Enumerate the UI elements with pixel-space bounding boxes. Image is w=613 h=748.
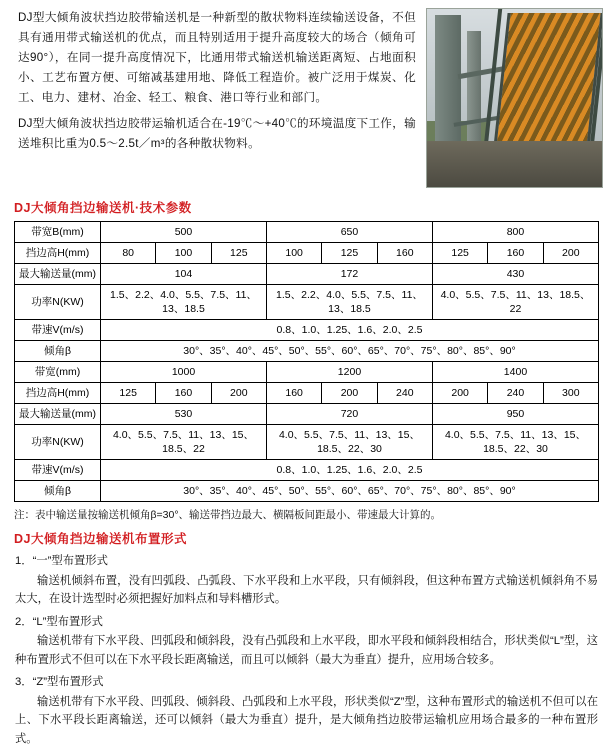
table-cell: 430	[432, 264, 598, 285]
table-cell: 30°、35°、40°、45°、50°、55°、60°、65°、70°、75°、80°、85°、90°	[101, 341, 599, 362]
table-cell: 125	[211, 243, 266, 264]
table-row-header: 最大输送量(mm)	[15, 404, 101, 425]
table-cell: 1000	[101, 362, 267, 383]
table-row	[15, 481, 599, 502]
table-cell: 1200	[266, 362, 432, 383]
layout-items	[15, 552, 598, 748]
layout-item-text: 输送机带有下水平段、凹弧段和倾斜段，没有凸弧段和上水平段，即水平段和倾斜段相结合，形状类似“L”型，这种布置形式不但可以在下水平段长距离输送，而且可以倾斜（最大为垂直）提升，应用场合较多。	[15, 632, 598, 669]
intro-section	[0, 0, 613, 192]
table-row	[15, 320, 599, 341]
spec-table	[14, 221, 599, 502]
table-cell: 160	[156, 383, 211, 404]
table-cell: 160	[377, 243, 432, 264]
table-cell: 4.0、5.5、7.5、11、13、15、18.5、22、30	[432, 425, 598, 460]
table-cell: 160	[266, 383, 321, 404]
table-row	[15, 362, 599, 383]
table-cell: 100	[266, 243, 321, 264]
table-row	[15, 341, 599, 362]
table-cell: 530	[101, 404, 267, 425]
section-title-layouts: DJ大倾角挡边输送机布置形式	[14, 529, 613, 547]
table-row	[15, 460, 599, 481]
table-cell: 200	[543, 243, 598, 264]
table-row-header: 倾角β	[15, 481, 101, 502]
table-cell: 1.5、2.2、4.0、5.5、7.5、11、13、18.5	[266, 285, 432, 320]
table-cell: 200	[322, 383, 377, 404]
table-cell: 80	[101, 243, 156, 264]
table-row	[15, 383, 599, 404]
table-cell: 1.5、2.2、4.0、5.5、7.5、11、13、18.5	[101, 285, 267, 320]
table-row	[15, 243, 599, 264]
layout-item	[15, 552, 598, 609]
layout-item-title: 3．“Z”型布置形式	[15, 673, 598, 692]
table-row-header: 带速V(m/s)	[15, 460, 101, 481]
intro-text	[18, 8, 416, 160]
table-cell: 200	[432, 383, 487, 404]
table-cell: 104	[101, 264, 267, 285]
layout-item	[15, 613, 598, 670]
table-row-header: 挡边高H(mm)	[15, 383, 101, 404]
table-cell: 200	[211, 383, 266, 404]
product-photo	[426, 8, 603, 188]
table-row-header: 功率N(KW)	[15, 425, 101, 460]
table-note: 注：表中输送量按输送机倾角β=30°、输送带挡边最大、横隔板间距最小、带速最大计算的。	[14, 507, 599, 523]
layout-item-text: 输送机倾斜布置，没有凹弧段、凸弧段、下水平段和上水平段，只有倾斜段，但这种布置方式输送机倾斜角不易太大，在设计选型时必须把握好加料点和导料槽形式。	[15, 572, 598, 609]
table-cell: 240	[488, 383, 543, 404]
intro-paragraph-1: DJ型大倾角波状挡边胶带输送机是一种新型的散状物料连续输送设备，不但具有通用带式输送机的优点，而且特别适用于提升高度较大的场合（倾角可达90°），在同一提升高度情况下，比通用带式输送机输送距离短、占地面积小、工艺布置方便、可缩减基建用地、降低工程造价。被广泛用于煤炭、化工、电力、建材、冶金、轻工、粮食、港口等行业和部门。	[18, 8, 416, 108]
table-row-header: 功率N(KW)	[15, 285, 101, 320]
table-cell: 125	[432, 243, 487, 264]
table-cell: 800	[432, 222, 598, 243]
layout-item-title: 2．“L”型布置形式	[15, 613, 598, 632]
table-row-header: 带宽(mm)	[15, 362, 101, 383]
table-cell: 125	[322, 243, 377, 264]
table-row	[15, 222, 599, 243]
photo-support-tower-secondary	[467, 31, 481, 143]
table-cell: 30°、35°、40°、45°、50°、55°、60°、65°、70°、75°、80°、85°、90°	[101, 481, 599, 502]
table-row-header: 带速V(m/s)	[15, 320, 101, 341]
table-cell: 160	[488, 243, 543, 264]
table-cell: 4.0、5.5、7.5、11、13、18.5、22	[432, 285, 598, 320]
table-cell: 1400	[432, 362, 598, 383]
section-title-specs: DJ大倾角挡边输送机·技术参数	[14, 198, 613, 216]
layout-item	[15, 673, 598, 748]
table-cell: 720	[266, 404, 432, 425]
table-cell: 300	[543, 383, 598, 404]
table-cell: 0.8、1.0、1.25、1.6、2.0、2.5	[101, 320, 599, 341]
table-cell: 4.0、5.5、7.5、11、13、15、18.5、22	[101, 425, 267, 460]
table-row-header: 最大输送量(mm)	[15, 264, 101, 285]
table-cell: 4.0、5.5、7.5、11、13、15、18.5、22、30	[266, 425, 432, 460]
photo-support-tower	[435, 15, 461, 147]
table-cell: 125	[101, 383, 156, 404]
table-cell: 500	[101, 222, 267, 243]
table-row-header: 倾角β	[15, 341, 101, 362]
layout-item-text: 输送机带有下水平段、凹弧段、倾斜段、凸弧段和上水平段，形状类似“Z”型，这种布置形式的输送机不但可以在上、下水平段长距离输送，还可以倾斜（最大为垂直）提升，是大倾角挡边胶带运输机应用场合最多的一种布置形式。	[15, 693, 598, 748]
table-cell: 100	[156, 243, 211, 264]
table-cell: 172	[266, 264, 432, 285]
table-row	[15, 425, 599, 460]
table-cell: 240	[377, 383, 432, 404]
photo-ground	[427, 141, 602, 187]
table-cell: 0.8、1.0、1.25、1.6、2.0、2.5	[101, 460, 599, 481]
table-cell: 650	[266, 222, 432, 243]
layout-item-title: 1．“一”型布置形式	[15, 552, 598, 571]
table-row	[15, 285, 599, 320]
table-row-header: 带宽B(mm)	[15, 222, 101, 243]
table-row	[15, 404, 599, 425]
table-cell: 950	[432, 404, 598, 425]
table-row-header: 挡边高H(mm)	[15, 243, 101, 264]
table-row	[15, 264, 599, 285]
intro-paragraph-2: DJ型大倾角波状挡边胶带运输机适合在-19℃～+40℃的环境温度下工作，输送堆积比重为0.5～2.5t／m³的各种散状物料。	[18, 114, 416, 154]
